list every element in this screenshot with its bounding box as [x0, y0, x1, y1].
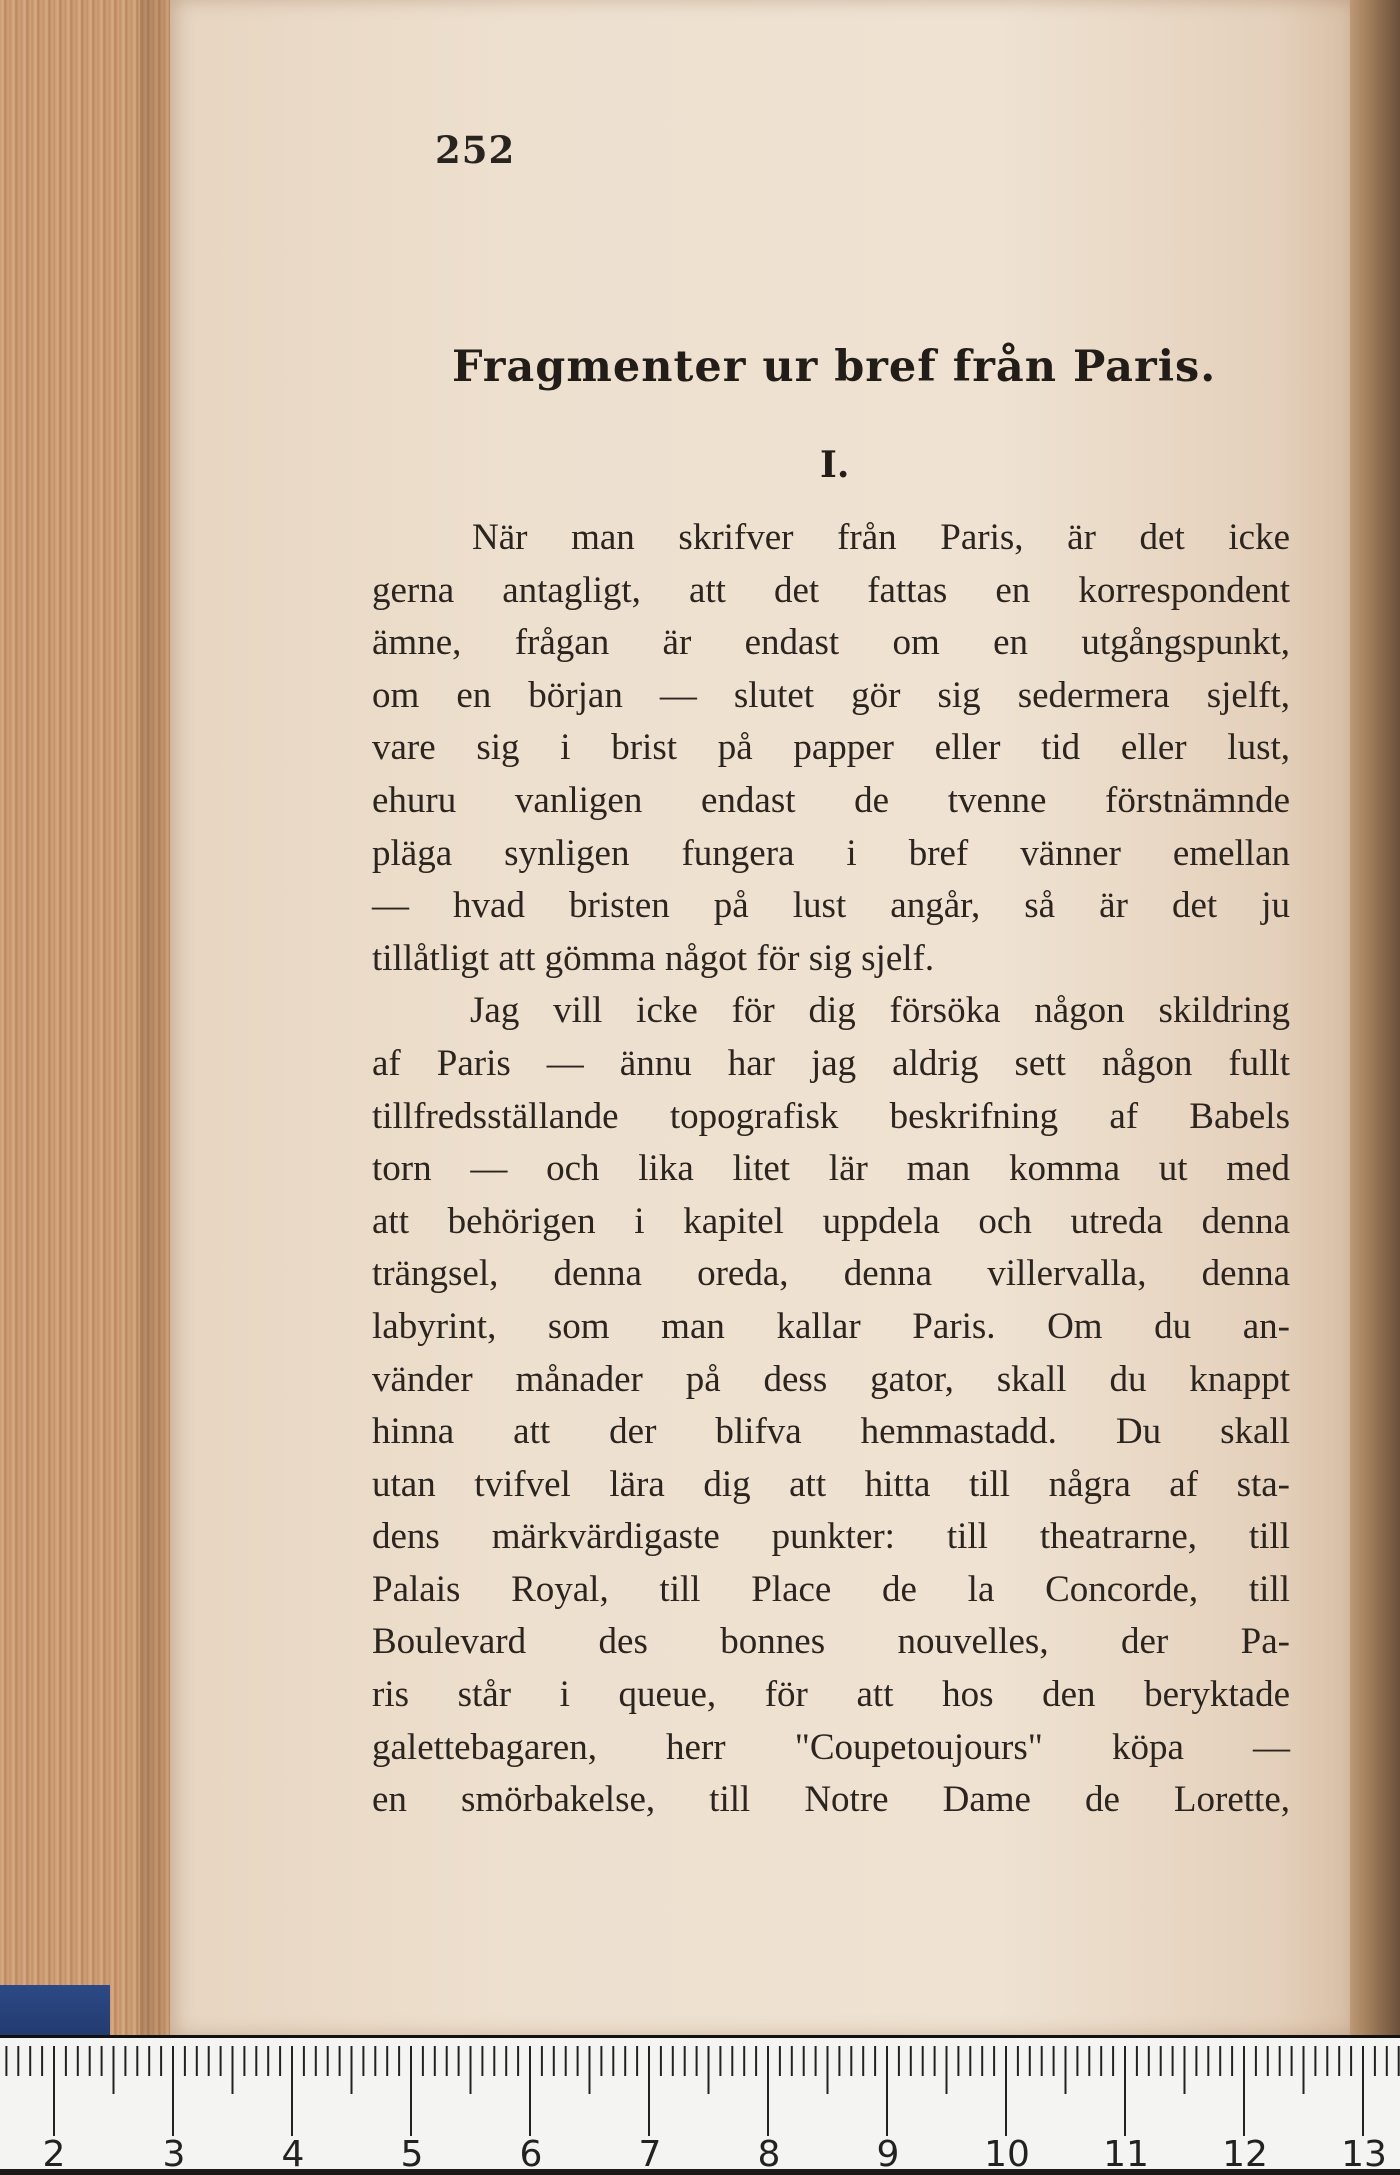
text-line: utan tvifvel lära dig att hitta till några af sta- [372, 1463, 1290, 1505]
text-line: tillfredsställande topografisk beskrifning af Babels [372, 1095, 1290, 1137]
text-line: af Paris — ännu har jag aldrig sett någon fullt [372, 1042, 1290, 1084]
ruler-label: 4 [281, 2134, 305, 2175]
text-line: ris står i queue, för att hos den beryktade [372, 1674, 1290, 1716]
ruler-label: 2 [42, 2134, 66, 2175]
text-line: vare sig i brist på papper eller tid eller lust, [372, 727, 1290, 769]
measuring-ruler [0, 2035, 1400, 2175]
page-number: 252 [435, 128, 516, 172]
ruler-label: 12 [1222, 2134, 1268, 2175]
text-line: torn — och lika litet lär man komma ut med [372, 1148, 1290, 1190]
ruler-label: 5 [400, 2134, 424, 2175]
ruler-label: 11 [1103, 2134, 1149, 2175]
text-line: pläga synligen fungera i bref vänner emellan [372, 832, 1290, 874]
ruler-label: 9 [876, 2134, 900, 2175]
text-line: ehuru vanligen endast de tvenne förstnämnde [372, 779, 1290, 821]
text-line: en smörbakelse, till Notre Dame de Lorette, [372, 1779, 1290, 1821]
text-line: dens märkvärdigaste punkter: till theatrarne, till [372, 1516, 1290, 1558]
ruler-ticks [0, 2038, 1400, 2169]
text-line: Palais Royal, till Place de la Concorde, till [372, 1568, 1290, 1610]
text-line: Jag vill icke för dig försöka någon skildring [470, 990, 1290, 1032]
text-line: — hvad bristen på lust angår, så är det ju [372, 885, 1290, 927]
text-line: vänder månader på dess gator, skall du knappt [372, 1358, 1290, 1400]
text-line: Boulevard des bonnes nouvelles, der Pa- [372, 1621, 1290, 1663]
ruler-label: 13 [1341, 2134, 1387, 2175]
text-line: galettebagaren, herr "Coupetoujours" köpa — [372, 1726, 1290, 1768]
ruler-label: 3 [162, 2134, 186, 2175]
ruler-label: 6 [519, 2134, 543, 2175]
text-line: När man skrifver från Paris, är det icke [472, 517, 1290, 558]
text-line: labyrint, som man kallar Paris. Om du an- [372, 1305, 1290, 1347]
ruler-label: 10 [984, 2134, 1030, 2175]
chapter-heading: Fragmenter ur bref från Paris. [452, 342, 1217, 392]
ruler-label: 8 [757, 2134, 781, 2175]
text-line: ämne, frågan är endast om en utgångspunkt, [372, 622, 1290, 664]
text-line: tillåtligt att gömma något för sig sjelf. [372, 937, 935, 979]
text-line: trängsel, denna oreda, denna villervalla, denna [372, 1253, 1290, 1295]
text-line: hinna att der blifva hemmastadd. Du skall [372, 1411, 1290, 1453]
body-text [372, 512, 1290, 1827]
text-line: om en början — slutet gör sig sedermera sjelft, [372, 674, 1290, 716]
ruler-label: 7 [638, 2134, 662, 2175]
section-number: I. [820, 444, 850, 486]
text-line: gerna antagligt, att det fattas en korrespondent [372, 569, 1290, 611]
text-line: att behörigen i kapitel uppdela och utreda denna [372, 1200, 1290, 1242]
